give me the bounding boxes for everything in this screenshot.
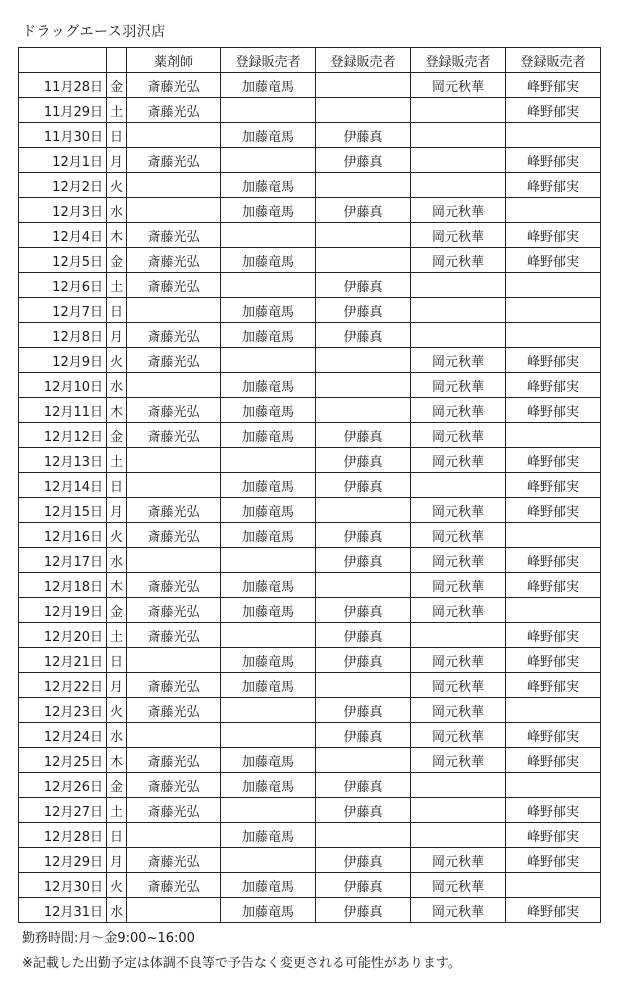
table-row — [19, 423, 601, 448]
registered-seller-cell — [221, 448, 316, 473]
date-cell: 12月22日 — [19, 673, 107, 698]
day-of-week-cell: 土 — [107, 273, 127, 298]
registered-seller-cell: 加藤竜馬 — [221, 673, 316, 698]
table-row — [19, 148, 601, 173]
registered-seller-cell — [506, 873, 601, 898]
date-cell: 12月4日 — [19, 223, 107, 248]
table-row — [19, 723, 601, 748]
pharmacist-cell: 斎藤光弘 — [127, 273, 221, 298]
date-cell: 12月5日 — [19, 248, 107, 273]
registered-seller-cell — [411, 148, 506, 173]
day-of-week-cell: 月 — [107, 498, 127, 523]
registered-seller-cell: 加藤竜馬 — [221, 773, 316, 798]
registered-seller-cell: 峰野郁実 — [506, 573, 601, 598]
date-cell: 12月11日 — [19, 398, 107, 423]
day-of-week-cell: 火 — [107, 698, 127, 723]
pharmacist-cell — [127, 198, 221, 223]
date-cell: 12月25日 — [19, 748, 107, 773]
pharmacist-cell — [127, 548, 221, 573]
date-cell: 12月17日 — [19, 548, 107, 573]
registered-seller-cell: 加藤竜馬 — [221, 398, 316, 423]
registered-seller-cell: 伊藤真 — [316, 698, 411, 723]
date-cell: 12月2日 — [19, 173, 107, 198]
table-row — [19, 698, 601, 723]
registered-seller-cell — [506, 323, 601, 348]
table-row — [19, 198, 601, 223]
pharmacist-cell: 斎藤光弘 — [127, 248, 221, 273]
date-cell: 12月12日 — [19, 423, 107, 448]
registered-seller-cell — [506, 298, 601, 323]
date-cell: 12月9日 — [19, 348, 107, 373]
header-registered-seller-3: 登録販売者 — [411, 48, 506, 73]
registered-seller-cell: 伊藤真 — [316, 648, 411, 673]
registered-seller-cell — [316, 498, 411, 523]
date-cell: 12月10日 — [19, 373, 107, 398]
registered-seller-cell — [411, 773, 506, 798]
registered-seller-cell: 岡元秋華 — [411, 348, 506, 373]
registered-seller-cell — [506, 698, 601, 723]
registered-seller-cell — [411, 273, 506, 298]
pharmacist-cell — [127, 448, 221, 473]
date-cell: 12月29日 — [19, 848, 107, 873]
date-cell: 12月15日 — [19, 498, 107, 523]
registered-seller-cell — [221, 98, 316, 123]
registered-seller-cell: 岡元秋華 — [411, 598, 506, 623]
pharmacist-cell: 斎藤光弘 — [127, 848, 221, 873]
pharmacist-cell — [127, 473, 221, 498]
day-of-week-cell: 木 — [107, 398, 127, 423]
pharmacist-cell: 斎藤光弘 — [127, 223, 221, 248]
day-of-week-cell: 月 — [107, 848, 127, 873]
pharmacist-cell — [127, 898, 221, 923]
registered-seller-cell: 加藤竜馬 — [221, 198, 316, 223]
registered-seller-cell: 加藤竜馬 — [221, 298, 316, 323]
date-cell: 12月30日 — [19, 873, 107, 898]
registered-seller-cell — [316, 823, 411, 848]
registered-seller-cell: 加藤竜馬 — [221, 73, 316, 98]
registered-seller-cell: 峰野郁実 — [506, 73, 601, 98]
registered-seller-cell: 峰野郁実 — [506, 248, 601, 273]
registered-seller-cell — [411, 123, 506, 148]
registered-seller-cell — [316, 398, 411, 423]
table-row — [19, 473, 601, 498]
registered-seller-cell: 伊藤真 — [316, 473, 411, 498]
registered-seller-cell — [506, 123, 601, 148]
table-row — [19, 73, 601, 98]
registered-seller-cell: 伊藤真 — [316, 423, 411, 448]
registered-seller-cell: 峰野郁実 — [506, 398, 601, 423]
registered-seller-cell — [316, 673, 411, 698]
registered-seller-cell: 峰野郁実 — [506, 373, 601, 398]
registered-seller-cell: 伊藤真 — [316, 448, 411, 473]
day-of-week-cell: 金 — [107, 773, 127, 798]
registered-seller-cell — [411, 823, 506, 848]
registered-seller-cell: 岡元秋華 — [411, 248, 506, 273]
registered-seller-cell: 伊藤真 — [316, 848, 411, 873]
registered-seller-cell — [221, 223, 316, 248]
day-of-week-cell: 水 — [107, 898, 127, 923]
registered-seller-cell: 峰野郁実 — [506, 548, 601, 573]
day-of-week-cell: 水 — [107, 198, 127, 223]
registered-seller-cell: 伊藤真 — [316, 273, 411, 298]
table-row — [19, 398, 601, 423]
registered-seller-cell: 岡元秋華 — [411, 523, 506, 548]
registered-seller-cell: 伊藤真 — [316, 198, 411, 223]
registered-seller-cell: 加藤竜馬 — [221, 173, 316, 198]
day-of-week-cell: 月 — [107, 323, 127, 348]
table-row — [19, 223, 601, 248]
date-cell: 11月30日 — [19, 123, 107, 148]
registered-seller-cell — [506, 523, 601, 548]
registered-seller-cell: 加藤竜馬 — [221, 748, 316, 773]
registered-seller-cell: 峰野郁実 — [506, 748, 601, 773]
pharmacist-cell: 斎藤光弘 — [127, 148, 221, 173]
registered-seller-cell — [221, 848, 316, 873]
registered-seller-cell: 加藤竜馬 — [221, 423, 316, 448]
registered-seller-cell — [316, 73, 411, 98]
pharmacist-cell: 斎藤光弘 — [127, 873, 221, 898]
table-row — [19, 748, 601, 773]
registered-seller-cell: 伊藤真 — [316, 123, 411, 148]
registered-seller-cell — [221, 798, 316, 823]
table-row — [19, 548, 601, 573]
registered-seller-cell — [221, 623, 316, 648]
registered-seller-cell: 岡元秋華 — [411, 498, 506, 523]
registered-seller-cell: 伊藤真 — [316, 773, 411, 798]
registered-seller-cell — [316, 748, 411, 773]
registered-seller-cell: 加藤竜馬 — [221, 473, 316, 498]
registered-seller-cell: 伊藤真 — [316, 548, 411, 573]
registered-seller-cell: 加藤竜馬 — [221, 248, 316, 273]
day-of-week-cell: 水 — [107, 548, 127, 573]
table-row — [19, 573, 601, 598]
registered-seller-cell: 伊藤真 — [316, 298, 411, 323]
registered-seller-cell: 岡元秋華 — [411, 748, 506, 773]
registered-seller-cell — [506, 773, 601, 798]
date-cell: 12月19日 — [19, 598, 107, 623]
registered-seller-cell — [221, 148, 316, 173]
registered-seller-cell: 岡元秋華 — [411, 398, 506, 423]
header-registered-seller-4: 登録販売者 — [506, 48, 601, 73]
registered-seller-cell: 伊藤真 — [316, 148, 411, 173]
registered-seller-cell: 峰野郁実 — [506, 898, 601, 923]
registered-seller-cell: 峰野郁実 — [506, 673, 601, 698]
pharmacist-cell: 斎藤光弘 — [127, 673, 221, 698]
registered-seller-cell — [316, 98, 411, 123]
header-date — [19, 48, 107, 73]
registered-seller-cell: 加藤竜馬 — [221, 598, 316, 623]
table-row — [19, 448, 601, 473]
date-cell: 12月6日 — [19, 273, 107, 298]
registered-seller-cell — [506, 198, 601, 223]
date-cell: 12月23日 — [19, 698, 107, 723]
registered-seller-cell: 岡元秋華 — [411, 448, 506, 473]
registered-seller-cell: 峰野郁実 — [506, 848, 601, 873]
day-of-week-cell: 木 — [107, 573, 127, 598]
registered-seller-cell: 岡元秋華 — [411, 898, 506, 923]
date-cell: 12月3日 — [19, 198, 107, 223]
registered-seller-cell — [221, 548, 316, 573]
pharmacist-cell: 斎藤光弘 — [127, 498, 221, 523]
date-cell: 12月8日 — [19, 323, 107, 348]
pharmacist-cell — [127, 173, 221, 198]
registered-seller-cell: 岡元秋華 — [411, 698, 506, 723]
table-row — [19, 873, 601, 898]
day-of-week-cell: 水 — [107, 373, 127, 398]
registered-seller-cell: 峰野郁実 — [506, 723, 601, 748]
pharmacist-cell — [127, 723, 221, 748]
registered-seller-cell: 岡元秋華 — [411, 873, 506, 898]
registered-seller-cell — [221, 698, 316, 723]
day-of-week-cell: 日 — [107, 123, 127, 148]
date-cell: 12月16日 — [19, 523, 107, 548]
registered-seller-cell: 岡元秋華 — [411, 373, 506, 398]
registered-seller-cell: 峰野郁実 — [506, 648, 601, 673]
registered-seller-cell: 峰野郁実 — [506, 473, 601, 498]
registered-seller-cell — [316, 348, 411, 373]
header-registered-seller-1: 登録販売者 — [221, 48, 316, 73]
registered-seller-cell: 加藤竜馬 — [221, 498, 316, 523]
registered-seller-cell: 峰野郁実 — [506, 148, 601, 173]
pharmacist-cell: 斎藤光弘 — [127, 698, 221, 723]
date-cell: 12月20日 — [19, 623, 107, 648]
day-of-week-cell: 日 — [107, 298, 127, 323]
shift-schedule-table — [18, 47, 601, 923]
day-of-week-cell: 金 — [107, 598, 127, 623]
registered-seller-cell: 伊藤真 — [316, 623, 411, 648]
registered-seller-cell: 加藤竜馬 — [221, 573, 316, 598]
pharmacist-cell: 斎藤光弘 — [127, 423, 221, 448]
registered-seller-cell: 伊藤真 — [316, 898, 411, 923]
pharmacist-cell: 斎藤光弘 — [127, 573, 221, 598]
registered-seller-cell: 峰野郁実 — [506, 98, 601, 123]
day-of-week-cell: 土 — [107, 623, 127, 648]
registered-seller-cell: 伊藤真 — [316, 323, 411, 348]
working-hours-note: 勤務時間:月～金9:00~16:00 — [22, 931, 195, 946]
pharmacist-cell: 斎藤光弘 — [127, 348, 221, 373]
registered-seller-cell: 峰野郁実 — [506, 623, 601, 648]
day-of-week-cell: 火 — [107, 173, 127, 198]
registered-seller-cell: 伊藤真 — [316, 873, 411, 898]
table-row — [19, 248, 601, 273]
table-row — [19, 848, 601, 873]
registered-seller-cell: 岡元秋華 — [411, 573, 506, 598]
registered-seller-cell — [316, 223, 411, 248]
table-header-row — [19, 48, 601, 73]
table-row — [19, 98, 601, 123]
date-cell: 12月31日 — [19, 898, 107, 923]
day-of-week-cell: 土 — [107, 798, 127, 823]
table-row — [19, 673, 601, 698]
registered-seller-cell — [411, 798, 506, 823]
day-of-week-cell: 火 — [107, 873, 127, 898]
registered-seller-cell: 伊藤真 — [316, 598, 411, 623]
pharmacist-cell: 斎藤光弘 — [127, 98, 221, 123]
table-row — [19, 648, 601, 673]
registered-seller-cell: 加藤竜馬 — [221, 323, 316, 348]
registered-seller-cell — [411, 98, 506, 123]
date-cell: 12月13日 — [19, 448, 107, 473]
registered-seller-cell — [316, 573, 411, 598]
pharmacist-cell: 斎藤光弘 — [127, 748, 221, 773]
registered-seller-cell: 峰野郁実 — [506, 173, 601, 198]
day-of-week-cell: 火 — [107, 348, 127, 373]
registered-seller-cell — [411, 323, 506, 348]
registered-seller-cell: 岡元秋華 — [411, 648, 506, 673]
pharmacist-cell: 斎藤光弘 — [127, 773, 221, 798]
registered-seller-cell: 岡元秋華 — [411, 223, 506, 248]
day-of-week-cell: 金 — [107, 423, 127, 448]
pharmacist-cell: 斎藤光弘 — [127, 323, 221, 348]
registered-seller-cell: 岡元秋華 — [411, 548, 506, 573]
table-row — [19, 523, 601, 548]
table-row — [19, 173, 601, 198]
registered-seller-cell: 岡元秋華 — [411, 73, 506, 98]
date-cell: 12月26日 — [19, 773, 107, 798]
registered-seller-cell: 加藤竜馬 — [221, 373, 316, 398]
registered-seller-cell: 加藤竜馬 — [221, 873, 316, 898]
table-row — [19, 823, 601, 848]
registered-seller-cell: 峰野郁実 — [506, 348, 601, 373]
registered-seller-cell: 岡元秋華 — [411, 723, 506, 748]
registered-seller-cell — [316, 173, 411, 198]
table-row — [19, 323, 601, 348]
registered-seller-cell — [221, 348, 316, 373]
registered-seller-cell — [411, 298, 506, 323]
registered-seller-cell: 加藤竜馬 — [221, 648, 316, 673]
pharmacist-cell: 斎藤光弘 — [127, 623, 221, 648]
registered-seller-cell: 峰野郁実 — [506, 798, 601, 823]
table-row — [19, 273, 601, 298]
day-of-week-cell: 月 — [107, 673, 127, 698]
registered-seller-cell: 岡元秋華 — [411, 848, 506, 873]
day-of-week-cell: 水 — [107, 723, 127, 748]
pharmacist-cell: 斎藤光弘 — [127, 73, 221, 98]
registered-seller-cell — [221, 273, 316, 298]
table-row — [19, 898, 601, 923]
date-cell: 12月1日 — [19, 148, 107, 173]
date-cell: 12月14日 — [19, 473, 107, 498]
registered-seller-cell: 伊藤真 — [316, 523, 411, 548]
registered-seller-cell: 岡元秋華 — [411, 673, 506, 698]
registered-seller-cell: 峰野郁実 — [506, 823, 601, 848]
table-row — [19, 348, 601, 373]
registered-seller-cell: 峰野郁実 — [506, 223, 601, 248]
day-of-week-cell: 金 — [107, 248, 127, 273]
pharmacist-cell: 斎藤光弘 — [127, 523, 221, 548]
date-cell: 11月29日 — [19, 98, 107, 123]
pharmacist-cell — [127, 123, 221, 148]
header-pharmacist: 薬剤師 — [127, 48, 221, 73]
registered-seller-cell: 加藤竜馬 — [221, 123, 316, 148]
registered-seller-cell: 伊藤真 — [316, 798, 411, 823]
registered-seller-cell: 加藤竜馬 — [221, 523, 316, 548]
day-of-week-cell: 金 — [107, 73, 127, 98]
table-row — [19, 498, 601, 523]
day-of-week-cell: 火 — [107, 523, 127, 548]
pharmacist-cell: 斎藤光弘 — [127, 398, 221, 423]
date-cell: 11月28日 — [19, 73, 107, 98]
day-of-week-cell: 日 — [107, 823, 127, 848]
registered-seller-cell — [506, 273, 601, 298]
pharmacist-cell — [127, 823, 221, 848]
date-cell: 12月18日 — [19, 573, 107, 598]
registered-seller-cell — [411, 473, 506, 498]
registered-seller-cell: 岡元秋華 — [411, 423, 506, 448]
pharmacist-cell — [127, 373, 221, 398]
registered-seller-cell: 峰野郁実 — [506, 498, 601, 523]
day-of-week-cell: 月 — [107, 148, 127, 173]
day-of-week-cell: 土 — [107, 448, 127, 473]
day-of-week-cell: 木 — [107, 748, 127, 773]
date-cell: 12月7日 — [19, 298, 107, 323]
pharmacist-cell — [127, 648, 221, 673]
registered-seller-cell: 岡元秋華 — [411, 198, 506, 223]
header-day-of-week — [107, 48, 127, 73]
header-registered-seller-2: 登録販売者 — [316, 48, 411, 73]
registered-seller-cell — [316, 373, 411, 398]
day-of-week-cell: 土 — [107, 98, 127, 123]
day-of-week-cell: 日 — [107, 473, 127, 498]
date-cell: 12月27日 — [19, 798, 107, 823]
registered-seller-cell — [411, 623, 506, 648]
day-of-week-cell: 木 — [107, 223, 127, 248]
date-cell: 12月21日 — [19, 648, 107, 673]
registered-seller-cell: 伊藤真 — [316, 723, 411, 748]
table-row — [19, 123, 601, 148]
pharmacist-cell: 斎藤光弘 — [127, 798, 221, 823]
table-row — [19, 623, 601, 648]
table-row — [19, 598, 601, 623]
registered-seller-cell — [316, 248, 411, 273]
table-row — [19, 798, 601, 823]
page-title: ドラッグエース羽沢店 — [22, 24, 166, 40]
table-row — [19, 373, 601, 398]
date-cell: 12月28日 — [19, 823, 107, 848]
registered-seller-cell — [221, 723, 316, 748]
registered-seller-cell: 峰野郁実 — [506, 448, 601, 473]
registered-seller-cell — [506, 423, 601, 448]
date-cell: 12月24日 — [19, 723, 107, 748]
registered-seller-cell: 加藤竜馬 — [221, 823, 316, 848]
table-row — [19, 773, 601, 798]
registered-seller-cell: 加藤竜馬 — [221, 898, 316, 923]
pharmacist-cell — [127, 298, 221, 323]
registered-seller-cell — [411, 173, 506, 198]
table-row — [19, 298, 601, 323]
day-of-week-cell: 日 — [107, 648, 127, 673]
disclaimer-note: ※記載した出勤予定は体調不良等で予告なく変更される可能性があります。 — [22, 956, 461, 971]
registered-seller-cell — [506, 598, 601, 623]
pharmacist-cell: 斎藤光弘 — [127, 598, 221, 623]
